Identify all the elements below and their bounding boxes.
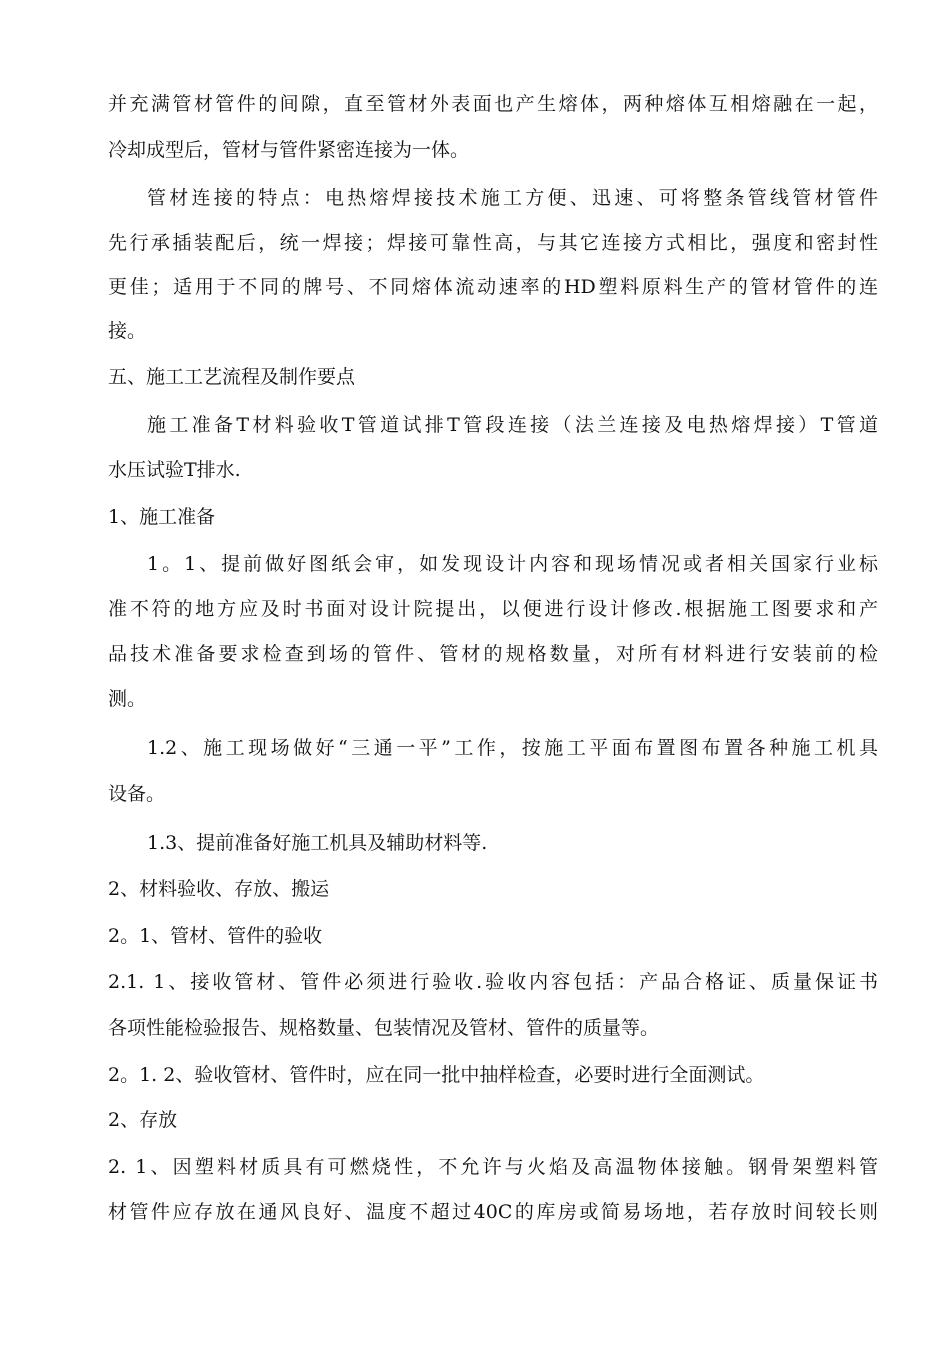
- paragraph-line: 2.1. 1、接收管材、管件必须进行验收.验收内容包括：产品合格证、质量保证书: [108, 971, 878, 993]
- paragraph-line: 1.3、提前准备好施工机具及辅助材料等.: [147, 832, 488, 854]
- paragraph-line: 施工准备T材料验收T管道试排T管段连接（法兰连接及电热熔焊接）T管道: [147, 414, 878, 436]
- paragraph-line: 1。1、提前做好图纸会审，如发现设计内容和现场情况或者相关国家行业标: [147, 553, 878, 575]
- paragraph-line: 品技术准备要求检查到场的管件、管材的规格数量，对所有材料进行安装前的检: [108, 643, 878, 665]
- paragraph-line: 材管件应存放在通风良好、温度不超过40C的库房或简易场地，若存放时间较长则: [108, 1201, 878, 1223]
- paragraph-line: 测。: [108, 688, 147, 710]
- paragraph-line: 1.2、施工现场做好“三通一平”工作，按施工平面布置图布置各种施工机具: [147, 737, 878, 759]
- paragraph-line: 并充满管材管件的间隙，直至管材外表面也产生熔体，两种熔体互相熔融在一起，: [108, 93, 878, 115]
- paragraph-line: 准不符的地方应及时书面对设计院提出，以便进行设计修改.根据施工图要求和产: [108, 598, 878, 620]
- paragraph-line: 管材连接的特点：电热熔焊接技术施工方便、迅速、可将整条管线管材管件: [147, 187, 878, 209]
- paragraph-line: 2。1. 2、验收管材、管件时，应在同一批中抽样检查，必要时进行全面测试。: [108, 1064, 765, 1086]
- paragraph-line: 接。: [108, 320, 147, 342]
- subsection-heading: 1、施工准备: [108, 506, 216, 528]
- paragraph-line: 水压试验T排水.: [108, 459, 241, 481]
- paragraph-line: 2. 1、因塑料材质具有可燃烧性，不允许与火焰及高温物体接触。钢骨架塑料管: [108, 1156, 878, 1178]
- section-heading: 五、施工工艺流程及制作要点: [108, 366, 356, 388]
- subsection-heading: 2。1、管材、管件的验收: [108, 925, 323, 947]
- subsection-heading: 2、材料验收、存放、搬运: [108, 878, 330, 900]
- paragraph-line: 设备。: [108, 783, 166, 805]
- paragraph-line: 更佳；适用于不同的牌号、不同熔体流动速率的HD塑料原料生产的管材管件的连: [108, 276, 878, 298]
- subsection-heading: 2、存放: [108, 1109, 178, 1131]
- paragraph-line: 冷却成型后，管材与管件紧密连接为一体。: [108, 139, 470, 161]
- paragraph-line: 各项性能检验报告、规格数量、包装情况及管材、管件的质量等。: [108, 1017, 660, 1039]
- paragraph-line: 先行承插装配后，统一焊接；焊接可靠性高，与其它连接方式相比，强度和密封性: [108, 232, 878, 254]
